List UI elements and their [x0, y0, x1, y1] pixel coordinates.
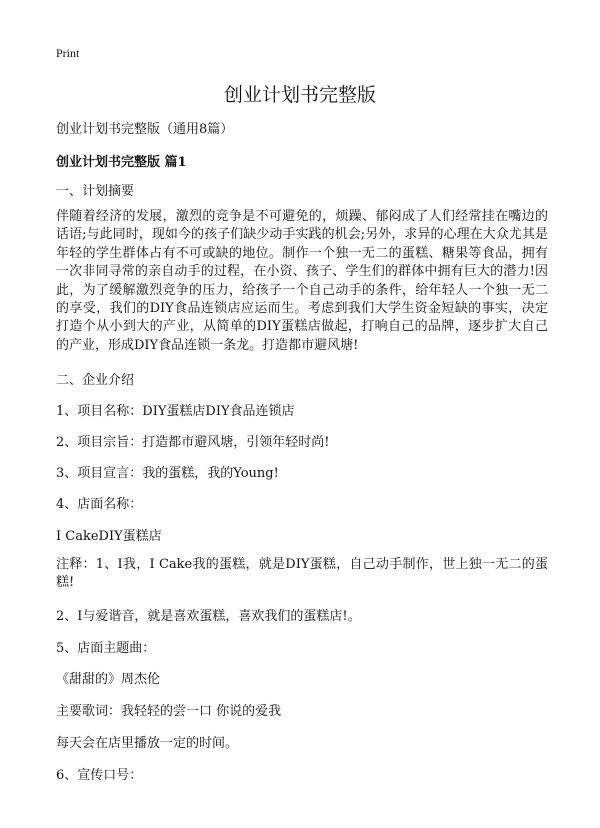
- list-item-project-name: 1、项目名称：DIY蛋糕店DIY食品连锁店: [56, 404, 295, 419]
- company-heading: 二、企业介绍: [56, 373, 135, 388]
- shop-name: I CakeDIY蛋糕店: [56, 529, 162, 544]
- play-time: 每天会在店里播放一定的时间。: [56, 736, 239, 751]
- list-item-theme-song-label: 5、店面主题曲：: [56, 641, 156, 656]
- note-paragraph: 注释：1、I我，I Cake我的蛋糕，就是DIY蛋糕，自己动手制作，世上独一无二的蛋糕!: [56, 557, 548, 591]
- summary-paragraph: 伴随着经济的发展，激烈的竞争是不可避免的，烦躁、郁闷成了人们经常挂在嘴边的话语;与此同时，现如今的孩子们缺少动手实践的机会;另外，求异的心理在大众尤其是年轻的学生群体占有不可或缺的地位。制作一个独一无二的蛋糕、糖果等食品，拥有一次非同寻常的亲自动手的过程，在小资、孩子、学生们的群体中拥有巨大的潜力!因此，为了缓解激烈竞争的压力，给孩子一个自己动手的条件，给年轻人一个独一无二的享受，我们的DIY食品连锁店应运而生。考虑到我们大学生资金短缺的事实，决定打造个从小到大的产业，从简单的DIY蛋糕店做起，打响自己的品牌，逐步扩大自己的产业，形成DIY食品连锁一条龙。打造都市避风塘!: [56, 209, 548, 353]
- print-label[interactable]: Print: [56, 46, 80, 60]
- page-title: 创业计划书完整版: [223, 84, 376, 106]
- song-lyrics: 主要歌词：我轻轻的尝一口 你说的爱我: [56, 704, 282, 719]
- list-item-shop-name-label: 4、店面名称：: [56, 497, 143, 512]
- theme-song: 《甜甜的》周杰伦: [56, 672, 161, 687]
- summary-heading: 一、计划摘要: [56, 184, 135, 199]
- section-heading: 创业计划书完整版 篇1: [56, 155, 187, 170]
- note-2: 2、I与爱谐音，就是喜欢蛋糕，喜欢我们的蛋糕店!。: [56, 609, 361, 624]
- list-item-slogan-label: 6、宣传口号：: [56, 768, 143, 783]
- document-subtitle: 创业计划书完整版（通用8篇）: [56, 122, 234, 137]
- list-item-project-slogan: 3、项目宣言：我的蛋糕，我的Young!: [56, 466, 279, 481]
- list-item-project-purpose: 2、项目宗旨：打造都市避风塘，引领年轻时尚!: [56, 435, 330, 450]
